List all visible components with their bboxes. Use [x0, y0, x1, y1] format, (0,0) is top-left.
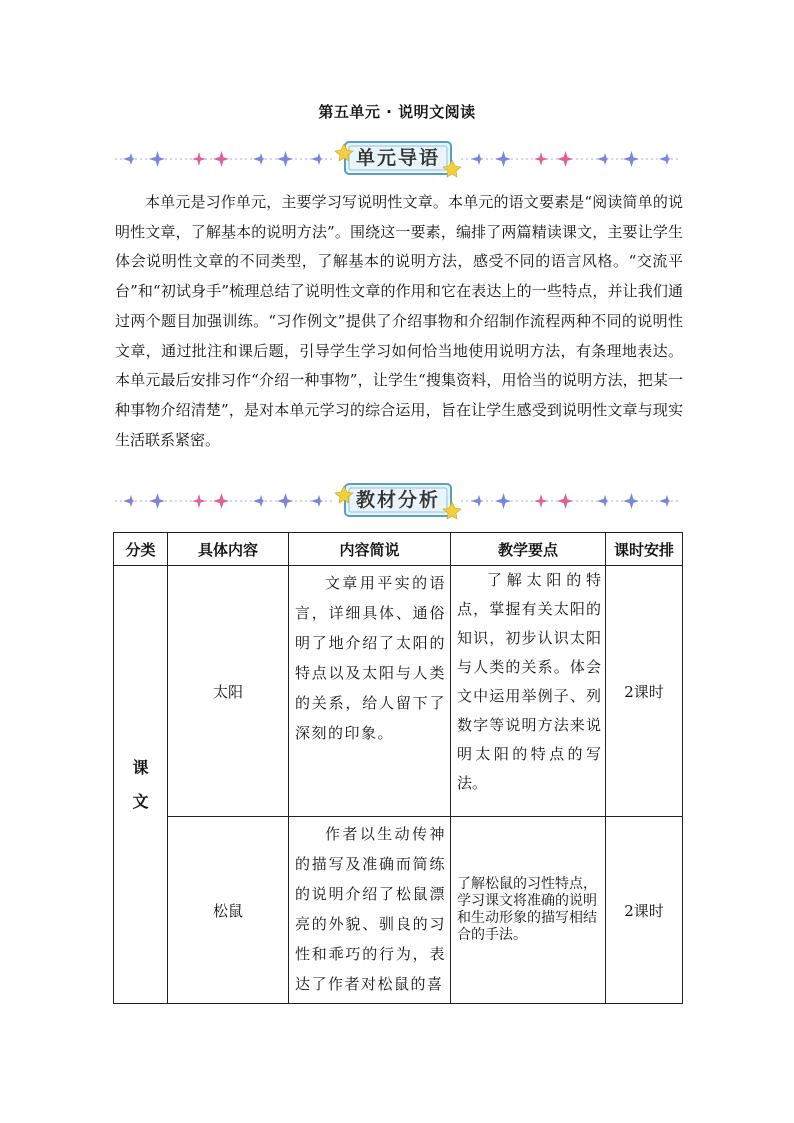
content-cell: 松鼠: [168, 817, 289, 1004]
section-banner-analysis: [115, 482, 681, 522]
header-key-points: 教学要点: [451, 533, 606, 566]
category-char: 文: [132, 791, 149, 811]
hours-cell: 2课时: [606, 817, 683, 1004]
sparkle-group-left: [123, 493, 323, 509]
table-row: [114, 817, 683, 1004]
analysis-table: [113, 532, 683, 1004]
page-title: 第五单元 · 说明文阅读: [318, 103, 476, 121]
category-cell: [114, 566, 168, 1004]
section-label-analysis: 教材分析: [355, 489, 440, 511]
content-cell: 太阳: [168, 566, 289, 817]
key-points-cell: 了解太阳的特点，掌握有关太阳的知识，初步认识太阳与人类的关系。体会文中运用举例子、列数字等说明方法来说明太阳的特点的写法。: [451, 566, 606, 817]
section-label-guide: 单元导语: [355, 147, 440, 169]
summary-cell: 作者以生动传神的描写及准确而简练的说明介绍了松鼠漂亮的外貌、驯良的习性和乖巧的行为，表达了作者对松鼠的喜: [289, 817, 451, 1004]
header-summary: 内容简说: [289, 533, 451, 566]
header-category: 分类: [114, 533, 168, 566]
key-points-cell: 了解松鼠的习性特点，学习课文将准确的说明和生动形象的描写相结合的手法。: [451, 817, 606, 1004]
category-char: 课: [132, 757, 149, 777]
sparkle-group-left: [123, 151, 323, 167]
table-row: [114, 566, 683, 817]
section-banner-guide: [115, 140, 681, 180]
intro-paragraph: 本单元是习作单元，主要学习写说明性文章。本单元的语文要素是“阅读简单的说明性文章，了解基本的说明方法”。围绕这一要素，编排了两篇精读课文，主要让学生体会说明性文章的不同类型，了解基本的说明方法，感受不同的语言风格。“交流平台”和“初试身手”梳理总结了说明性文章的作用和它在表达上的一些特点，并让我们通过两个题目加强训练。“习作例文”提供了介绍事物和介绍制作流程两种不同的说明性文章，通过批注和课后题，引导学生学习如何恰当地使用说明方法，有条理地表达。本单元最后安排习作“介绍一种事物”，让学生“搜集资料，用恰当的说明方法，把某一种事物介绍清楚”，是对本单元学习的综合运用，旨在让学生感受到说明性文章与现实生活联系紧密。: [115, 193, 683, 449]
header-hours: 课时安排: [606, 533, 683, 566]
table-header-row: [114, 533, 683, 566]
header-content: 具体内容: [168, 533, 289, 566]
summary-cell: 文章用平实的语言，详细具体、通俗明了地介绍了太阳的特点以及太阳与人类的关系，给人留下了深刻的印象。: [289, 566, 451, 817]
hours-cell: 2课时: [606, 566, 683, 817]
